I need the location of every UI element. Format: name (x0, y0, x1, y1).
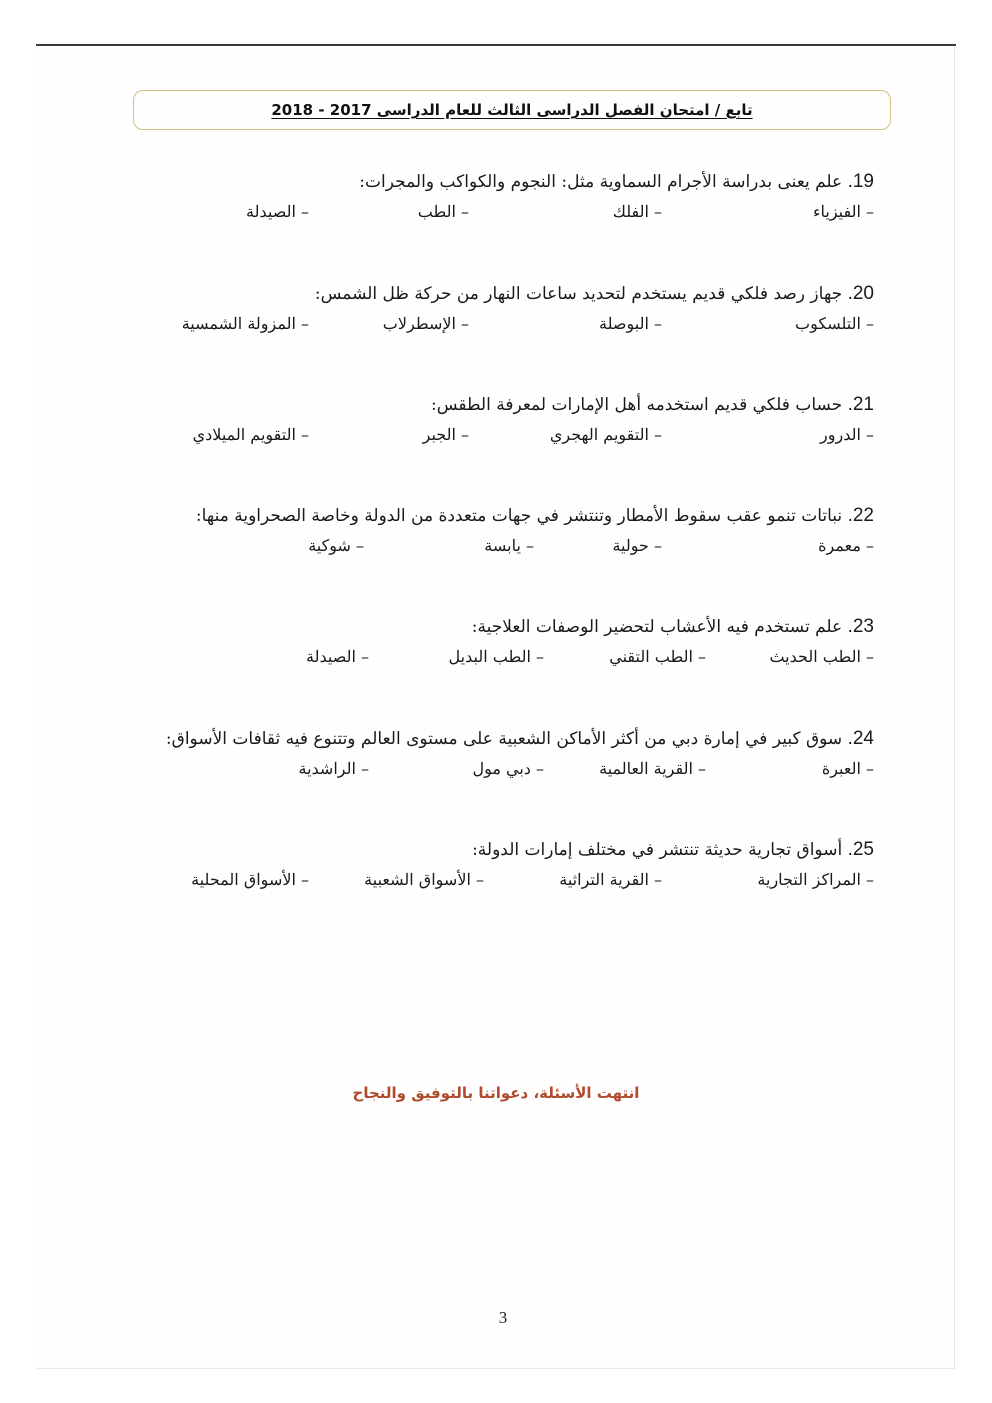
answer-option[interactable]: – الطب الحديث (769, 647, 874, 666)
answer-option[interactable]: – البوصلة (599, 314, 662, 333)
question-number: 19. (847, 171, 874, 192)
answer-options (154, 759, 874, 787)
answer-options (154, 202, 874, 230)
answer-option[interactable]: – الإسطرلاب (382, 314, 469, 333)
question-22 (154, 504, 874, 564)
closing-message: انتهت الأسئلة، دعواتنا بالتوفيق والنجاح (352, 1084, 640, 1102)
answer-option[interactable]: – دبي مول (472, 759, 544, 778)
answer-option[interactable]: – الفيزياء (812, 202, 874, 221)
answer-option[interactable]: – الطب (417, 202, 469, 221)
answer-option[interactable]: – حولية (612, 536, 662, 555)
question-number: 25. (847, 839, 874, 860)
answer-option[interactable]: – التقويم الهجري (549, 425, 662, 444)
question-21 (154, 393, 874, 453)
question-19 (154, 170, 874, 230)
question-25 (154, 838, 874, 898)
question-text: علم تستخدم فيه الأعشاب لتحضير الوصفات العلاجية: (471, 617, 843, 637)
question-text: أسواق تجارية حديثة تنتشر في مختلف إمارات الدولة: (472, 840, 843, 860)
answer-option[interactable]: – الطب البديل (448, 647, 544, 666)
answer-option[interactable]: – الراشدية (298, 759, 369, 778)
answer-options (154, 647, 874, 675)
answer-option[interactable]: – الدرور (820, 425, 874, 444)
question-stem (154, 282, 874, 306)
question-number: 23. (847, 616, 874, 637)
question-stem (154, 170, 874, 194)
answer-option[interactable]: – الأسواق المحلية (191, 870, 309, 889)
answer-option[interactable]: – الفلك (612, 202, 662, 221)
answer-option[interactable]: – الصيدلة (246, 202, 309, 221)
exam-header-title: تابع / امتحان الفصل الدراسى الثالث للعام الدراسى 2017 - 2018 (271, 101, 753, 119)
question-text: علم يعنى بدراسة الأجرام السماوية مثل: النجوم والكواكب والمجرات: (359, 172, 843, 192)
question-23 (154, 615, 874, 675)
question-number: 22. (847, 505, 874, 526)
page-number: 3 (498, 1308, 508, 1327)
answer-option[interactable]: – العبرة (821, 759, 874, 778)
question-stem (154, 504, 874, 528)
question-stem (154, 393, 874, 417)
answer-option[interactable]: – شوكية (308, 536, 364, 555)
question-number: 24. (847, 728, 874, 749)
question-24 (154, 727, 874, 787)
answer-options (154, 314, 874, 342)
question-text: نباتات تنمو عقب سقوط الأمطار وتنتشر في جهات متعددة من الدولة وخاصة الصحراوية منها: (195, 506, 843, 526)
question-text: جهاز رصد فلكي قديم يستخدم لتحديد ساعات النهار من حركة ظل الشمس: (314, 284, 843, 304)
top-rule (36, 44, 956, 46)
exam-header-box (133, 90, 891, 130)
answer-option[interactable]: – معمرة (818, 536, 874, 555)
question-stem (154, 838, 874, 862)
question-text: سوق كبير في إمارة دبي من أكثر الأماكن الشعبية على مستوى العالم وتتنوع فيه ثقافات الأسواق: (165, 729, 843, 749)
answer-option[interactable]: – الجبر (422, 425, 469, 444)
answer-option[interactable]: – الصيدلة (306, 647, 369, 666)
question-stem (154, 615, 874, 639)
answer-option[interactable]: – التلسكوب (795, 314, 874, 333)
answer-options (154, 870, 874, 898)
question-number: 20. (847, 283, 874, 304)
question-20 (154, 282, 874, 342)
answer-option[interactable]: – المراكز التجارية (757, 870, 874, 889)
answer-option[interactable]: – الطب التقني (609, 647, 706, 666)
answer-option[interactable]: – يابسة (484, 536, 534, 555)
question-stem (154, 727, 874, 751)
page-sheet (36, 46, 955, 1369)
answer-option[interactable]: – التقويم الميلادي (192, 425, 309, 444)
answer-option[interactable]: – المزولة الشمسية (181, 314, 309, 333)
question-number: 21. (847, 394, 874, 415)
answer-options (154, 425, 874, 453)
question-text: حساب فلكي قديم استخدمه أهل الإمارات لمعرفة الطقس: (430, 395, 843, 415)
answer-option[interactable]: – الأسواق الشعبية (364, 870, 484, 889)
answer-option[interactable]: – القرية التراثية (559, 870, 662, 889)
answer-option[interactable]: – القرية العالمية (599, 759, 706, 778)
answer-options (154, 536, 874, 564)
